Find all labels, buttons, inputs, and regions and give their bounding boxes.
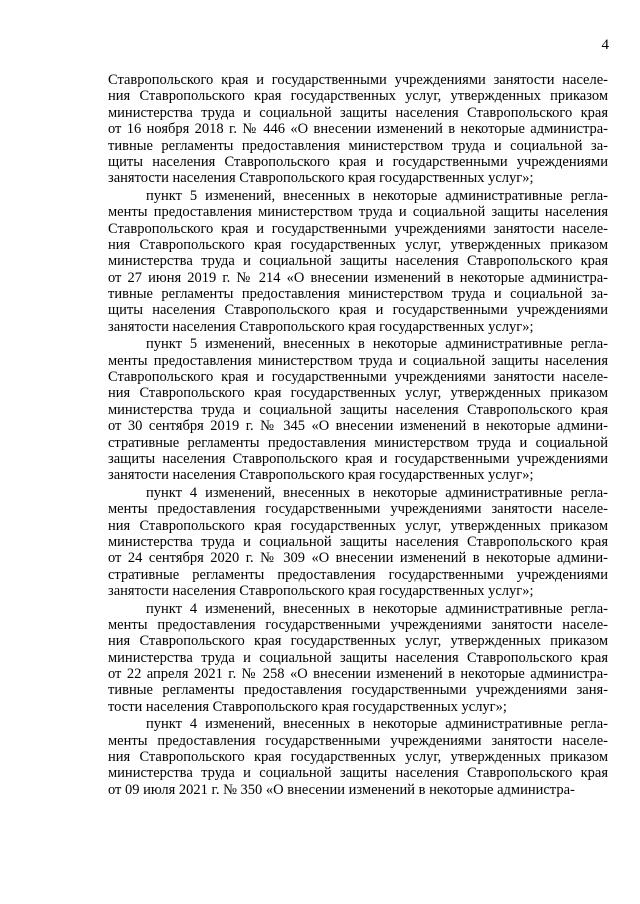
text-line: занятости населения Ставропольского края государственных услуг»; [108, 318, 534, 335]
text-line: пункт 4 изменений, внесенных в некоторые административные регла- [146, 484, 608, 501]
text-line: менты предоставления министерством труда и социальной защиты населения [108, 352, 608, 369]
text-line: пункт 4 изменений, внесенных в некоторые административные регла- [146, 600, 608, 617]
paragraph [108, 72, 608, 187]
text-line: тивные регламенты предоставления государственными учреждениями заня- [108, 682, 608, 699]
text-line: тивные регламенты предоставления министерством труда и социальной за- [108, 286, 608, 303]
text-line: министерства труда и социальной защиты населения Ставропольского края [108, 104, 608, 121]
text-line: тости населения Ставропольского края государственных услуг»; [108, 698, 507, 715]
paragraph [108, 716, 608, 798]
text-line: менты предоставления государственными учреждениями занятости населе- [108, 501, 608, 518]
document-body [108, 72, 608, 798]
text-line: Ставропольского края и государственными учреждениями занятости населе- [108, 72, 608, 88]
text-line: министерства труда и социальной защиты населения Ставропольского края [108, 253, 608, 270]
text-line: от 27 июня 2019 г. № 214 «О внесении изменений в некоторые администра- [108, 269, 608, 286]
text-line: занятости населения Ставропольского края государственных услуг»; [108, 467, 534, 484]
text-line: министерства труда и социальной защиты населения Ставропольского края [108, 765, 608, 782]
text-line: Ставропольского края и государственными учреждениями занятости населе- [108, 369, 608, 386]
text-line: министерства труда и социальной защиты населения Ставропольского края [108, 533, 608, 550]
text-line: щиты населения Ставропольского края и государственными учреждениями [108, 153, 608, 170]
text-line: защиты населения Ставропольского края и государственными учреждениями [108, 450, 608, 467]
text-line: от 30 сентября 2019 г. № 345 «О внесении изменений в некоторые админи- [108, 418, 608, 435]
text-line: ния Ставропольского края государственных услуг, утвержденных приказом [108, 236, 608, 253]
text-line: пункт 5 изменений, внесенных в некоторые административные регла- [146, 187, 608, 204]
text-line: ния Ставропольского края государственных услуг, утвержденных приказом [108, 88, 608, 105]
paragraph [108, 601, 608, 716]
text-line: Ставропольского края и государственными учреждениями занятости населе- [108, 220, 608, 237]
text-line: стративные регламенты предоставления государственными учреждениями [108, 566, 608, 583]
text-line: занятости населения Ставропольского края государственных услуг»; [108, 583, 534, 600]
page-number: 4 [601, 37, 609, 53]
text-line: от 24 сентября 2020 г. № 309 «О внесении изменений в некоторые админи- [108, 550, 608, 567]
text-line: занятости населения Ставропольского края государственных услуг»; [108, 170, 534, 187]
text-line: от 09 июля 2021 г. № 350 «О внесении изменений в некоторые администра- [108, 781, 575, 798]
text-line: пункт 5 изменений, внесенных в некоторые административные регла- [146, 336, 608, 353]
text-line: ния Ставропольского края государственных услуг, утвержденных приказом [108, 385, 608, 402]
text-line: пункт 4 изменений, внесенных в некоторые административные регла- [146, 716, 608, 733]
text-line: министерства труда и социальной защиты населения Ставропольского края [108, 401, 608, 418]
text-line: от 22 апреля 2021 г. № 258 «О внесении изменений в некоторые администра- [108, 666, 608, 683]
text-line: менты предоставления государственными учреждениями занятости населе- [108, 732, 608, 749]
text-line: менты предоставления министерством труда и социальной защиты населения [108, 204, 608, 221]
paragraph [108, 336, 608, 484]
text-line: стративные регламенты предоставления министерством труда и социальной [108, 434, 608, 451]
text-line: щиты населения Ставропольского края и государственными учреждениями [108, 302, 608, 319]
text-line: менты предоставления государственными учреждениями занятости населе- [108, 616, 608, 633]
text-line: ния Ставропольского края государственных услуг, утвержденных приказом [108, 517, 608, 534]
text-line: тивные регламенты предоставления министерством труда и социальной за- [108, 137, 608, 154]
paragraph [108, 485, 608, 600]
text-line: ния Ставропольского края государственных услуг, утвержденных приказом [108, 633, 608, 650]
text-line: министерства труда и социальной защиты населения Ставропольского края [108, 649, 608, 666]
text-line: ния Ставропольского края государственных услуг, утвержденных приказом [108, 749, 608, 766]
paragraph [108, 188, 608, 336]
text-line: от 16 ноября 2018 г. № 446 «О внесении изменений в некоторые администра- [108, 121, 608, 138]
